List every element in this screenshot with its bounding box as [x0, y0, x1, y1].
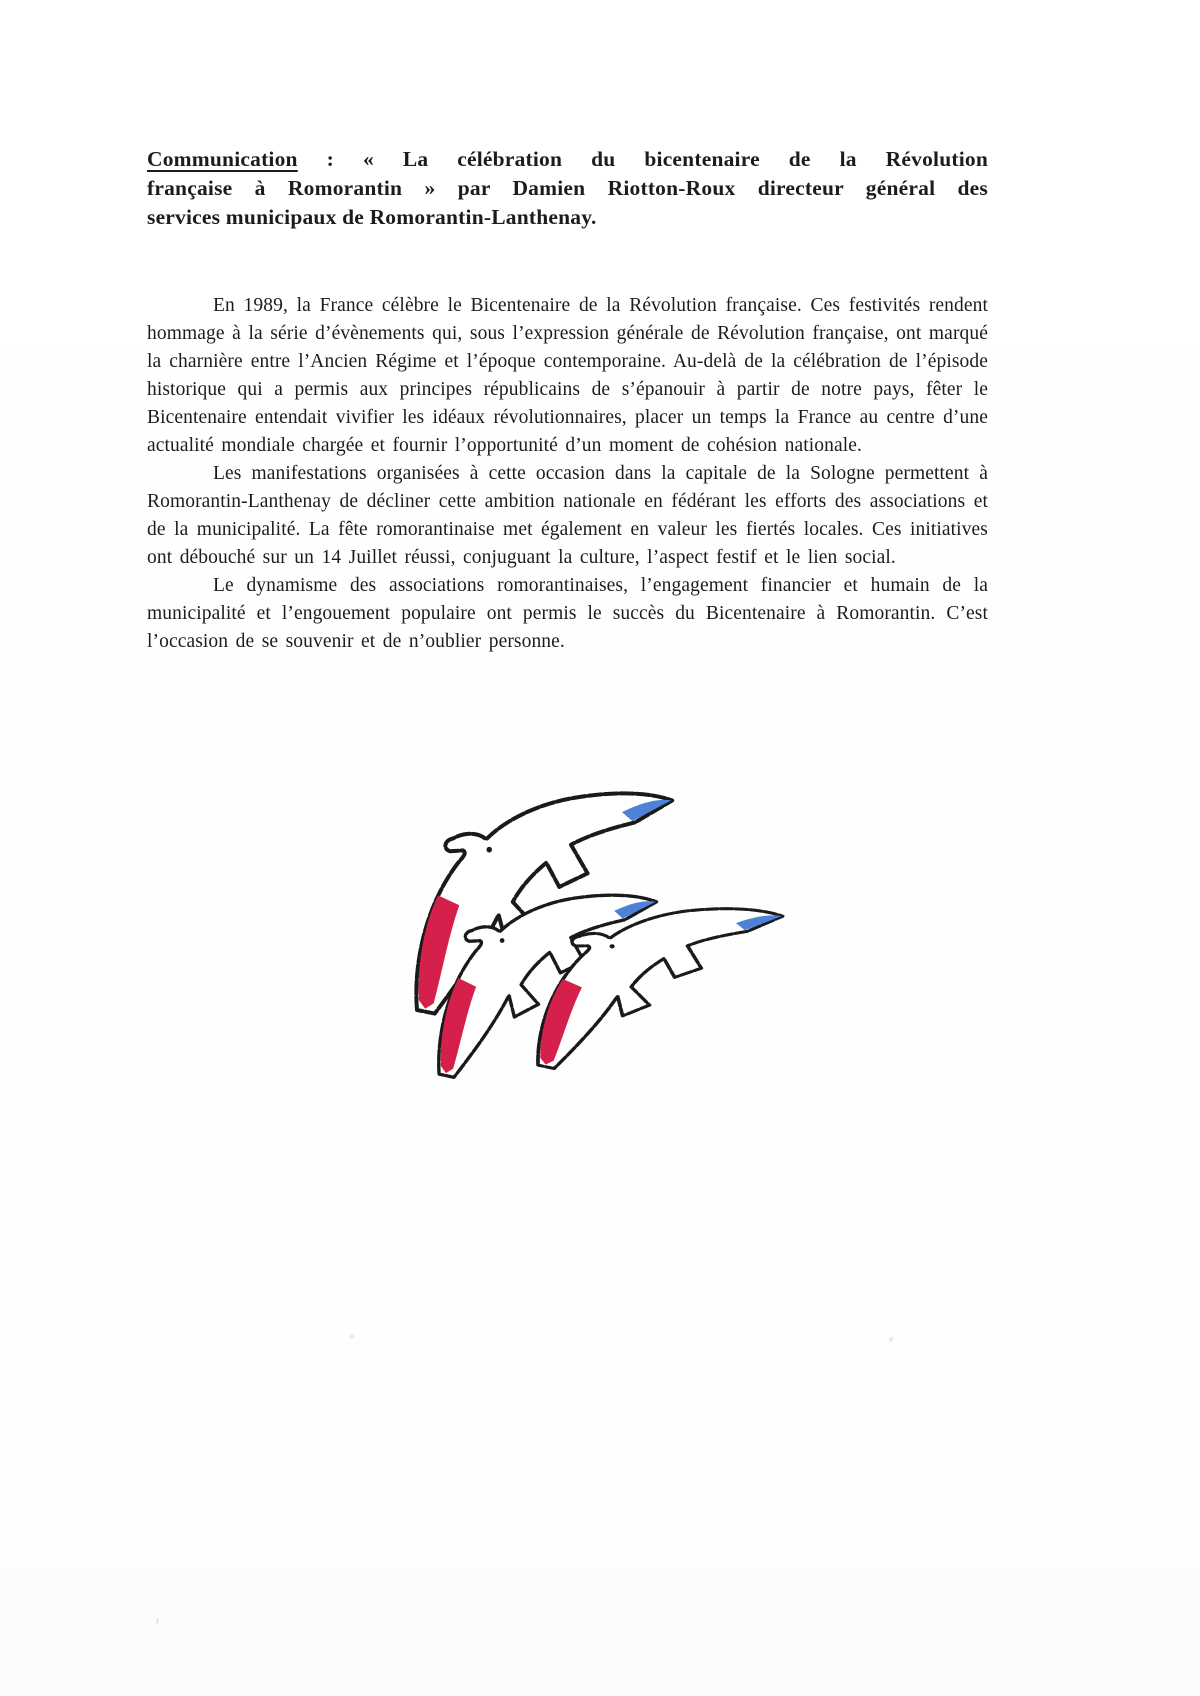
communication-title [147, 145, 988, 232]
bicentenaire-birds-logo [375, 726, 795, 1126]
paragraph-1: En 1989, la France célèbre le Bicentenaire de la Révolution française. Ces festivités rendent hommage à la série d’évènements qui, sous l’expression générale de Révolution française, ont marqué la charnière entre l’Ancien Régime et l’époque contemporaine. Au-delà de la célébration de l’épisode historique qui a permis aux principes républicains de s’épanouir à partir de notre pays, fêter le Bicentenaire entendait vivifier les idéaux révolutionnaires, placer un temps la France au centre d’une actualité mondiale chargée et fournir l’opportunité d’un moment de cohésion nationale. [147, 295, 988, 456]
title-line-1 [147, 145, 988, 174]
body-paragraphs [147, 292, 988, 656]
paragraph-3: Le dynamisme des associations romorantinaises, l’engagement financier et humain de la municipalité et l’engouement populaire ont permis le succès du Bicentenaire à Romorantin. C’est l’occasion de se souvenir et de n’oublier personne. [147, 575, 988, 652]
title-underlined-word: Communication [147, 147, 298, 171]
title-line-1-rest: : « La célébration du bicentenaire de la Révolution [297, 147, 988, 171]
scan-speck [156, 1618, 159, 1624]
scan-speck [350, 1334, 354, 1339]
scan-speck [889, 1337, 893, 1342]
document-text-block [147, 145, 988, 656]
title-line-3: services municipaux de Romorantin-Lanthenay. [147, 205, 597, 229]
paragraph-2: Les manifestations organisées à cette occasion dans la capitale de la Sologne permettent à Romorantin-Lanthenay de décliner cette ambition nationale en fédérant les efforts des associations et de la municipalité. La fête romorantinaise met également en valeur les fiertés locales. Ces initiatives ont débouché sur un 14 Juillet réussi, conjuguant la culture, l’aspect festif et le lien social. [147, 463, 988, 568]
title-line-2: française à Romorantin » par Damien Riotton-Roux directeur général des [147, 176, 988, 200]
